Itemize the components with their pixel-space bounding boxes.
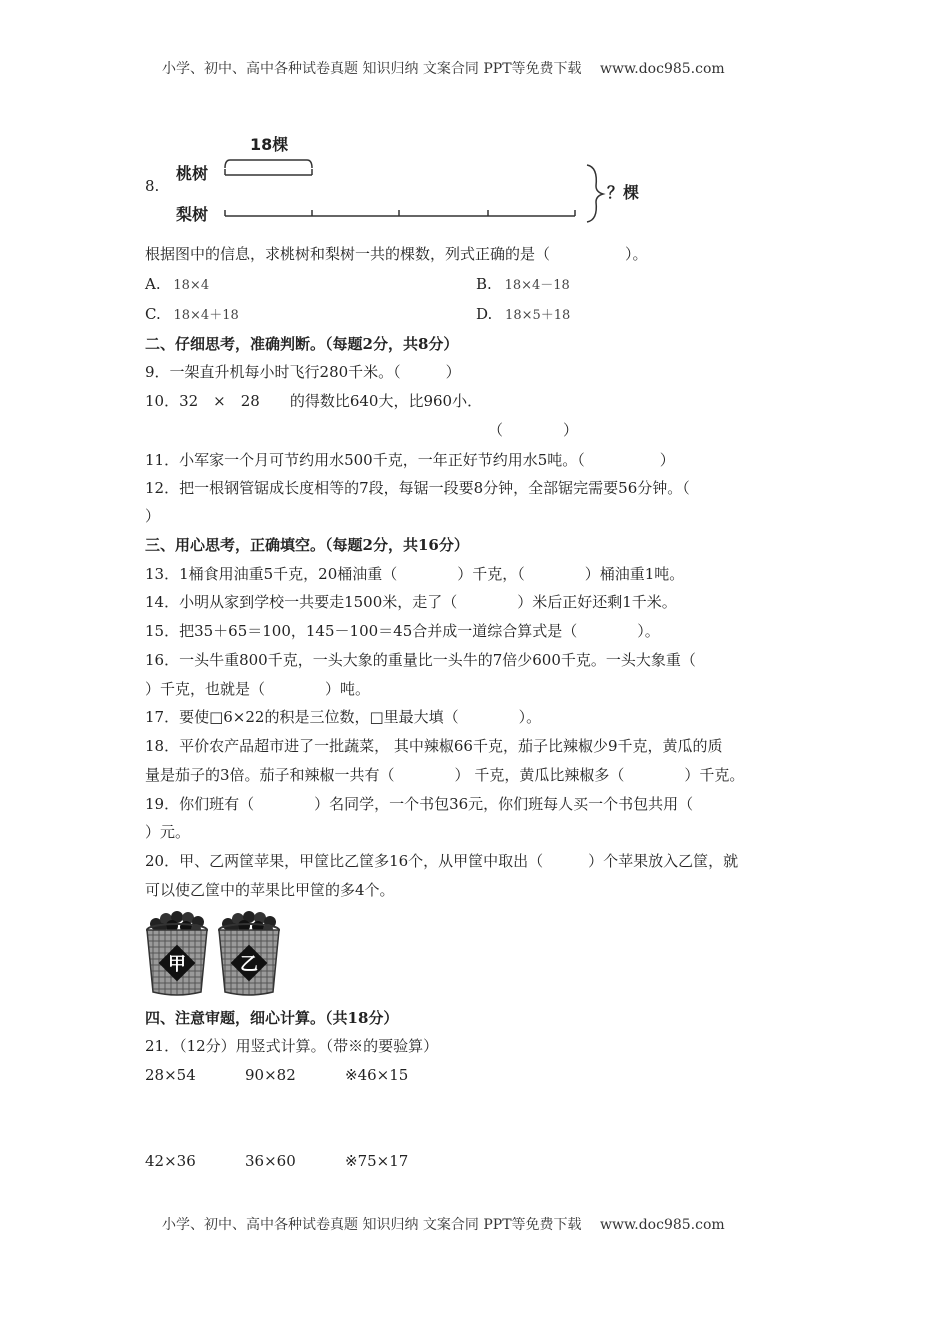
question-11: 11．小军家一个月可节约用水500千克，一年正好节约用水5吨。（ ） bbox=[145, 451, 675, 469]
tree-bar-diagram bbox=[170, 130, 650, 230]
question-12-line-2: ） bbox=[145, 507, 161, 525]
basket-jia bbox=[147, 911, 207, 995]
option-c bbox=[145, 304, 239, 326]
question-10-paren: （ ） bbox=[488, 421, 579, 439]
top-brace bbox=[225, 160, 312, 168]
question-16-line-1: 16．一头牛重800千克，一头大象的重量比一头牛的7倍少600千克。一头大象重（ bbox=[145, 651, 696, 669]
calc-46x15: ※46×15 bbox=[345, 1066, 409, 1084]
basket-yi-label: 乙 bbox=[240, 954, 258, 975]
question-14: 14．小明从家到学校一共要走1500米，走了（ ）米后正好还剩1千米。 bbox=[145, 593, 677, 611]
question-18-line-1: 18．平价农产品超市进了一批蔬菜， 其中辣椒66千克，茄子比辣椒少9千克，黄瓜的质 bbox=[145, 737, 723, 755]
section-2-title: 二、仔细思考，准确判断。（每题2分，共8分） bbox=[145, 335, 459, 353]
option-a bbox=[145, 274, 209, 296]
option-a-letter: A. bbox=[145, 275, 161, 293]
page-footer: 小学、初中、高中各种试卷真题 知识归纳 文案合同 PPT等免费下载 www.doc985.com bbox=[162, 1217, 725, 1233]
question-21: 21．（12分）用竖式计算。（带※的要验算） bbox=[145, 1037, 439, 1055]
option-b bbox=[476, 274, 570, 296]
question-8-number: 8. bbox=[145, 177, 160, 195]
page-header: 小学、初中、高中各种试卷真题 知识归纳 文案合同 PPT等免费下载 www.doc985.com bbox=[162, 61, 725, 77]
option-b-text: 18×4－18 bbox=[504, 278, 570, 293]
option-d-text: 18×5＋18 bbox=[505, 308, 571, 323]
question-17: 17．要使□6×22的积是三位数，□里最大填（ ）。 bbox=[145, 708, 542, 726]
top-label: 18棵 bbox=[250, 135, 289, 154]
calc-28x54: 28×54 bbox=[145, 1066, 196, 1084]
question-20-line-1: 20．甲、乙两筐苹果，甲筐比乙筐多16个，从甲筐中取出（ ）个苹果放入乙筐，就 bbox=[145, 852, 739, 870]
apple-baskets bbox=[144, 908, 286, 998]
section-4-title: 四、注意审题，细心计算。（共18分） bbox=[145, 1009, 399, 1027]
calc-75x17: ※75×17 bbox=[345, 1152, 409, 1170]
calc-42x36: 42×36 bbox=[145, 1152, 196, 1170]
question-10: 10．32 × 28 的得数比640大，比960小． bbox=[145, 392, 483, 410]
question-19-line-2: ）元。 bbox=[145, 823, 191, 841]
question-18-line-2: 量是茄子的3倍。茄子和辣椒一共有（ ） 千克，黄瓜比辣椒多（ ）千克。 bbox=[145, 766, 745, 784]
option-a-text: 18×4 bbox=[173, 278, 210, 293]
question-13: 13．1桶食用油重5千克，20桶油重（ ）千克，（ ）桶油重1吨。 bbox=[145, 565, 685, 583]
option-c-letter: C. bbox=[145, 305, 161, 323]
right-brace bbox=[587, 165, 603, 222]
option-c-text: 18×4＋18 bbox=[173, 308, 239, 323]
question-12-line-1: 12．把一根钢管锯成长度相等的7段，每锯一段要8分钟，全部锯完需要56分钟。（ bbox=[145, 479, 690, 497]
pear-label: 梨树 bbox=[176, 205, 209, 224]
basket-yi bbox=[219, 911, 279, 995]
peach-label: 桃树 bbox=[176, 164, 209, 183]
section-3-title: 三、用心思考，正确填空。（每题2分，共16分） bbox=[145, 536, 469, 554]
question-15: 15．把35＋65＝100，145－100＝45合并成一道综合算式是（ ）。 bbox=[145, 622, 660, 640]
question-8-stem: 根据图中的信息，求桃树和梨树一共的棵数，列式正确的是（ ）。 bbox=[145, 245, 648, 263]
calc-90x82: 90×82 bbox=[245, 1066, 296, 1084]
option-b-letter: B. bbox=[476, 275, 492, 293]
question-20-line-2: 可以使乙筐中的苹果比甲筐的多4个。 bbox=[145, 881, 395, 899]
calc-36x60: 36×60 bbox=[245, 1152, 296, 1170]
question-mark-label: ？棵 bbox=[607, 183, 640, 202]
question-19-line-1: 19．你们班有（ ）名同学，一个书包36元，你们班每人买一个书包共用（ bbox=[145, 795, 694, 813]
basket-jia-label: 甲 bbox=[168, 954, 186, 975]
option-d bbox=[476, 304, 570, 326]
question-9: 9．一架直升机每小时飞行280千米。（ ） bbox=[145, 363, 461, 381]
question-16-line-2: ）千克，也就是（ ）吨。 bbox=[145, 680, 371, 698]
option-d-letter: D. bbox=[476, 305, 493, 323]
